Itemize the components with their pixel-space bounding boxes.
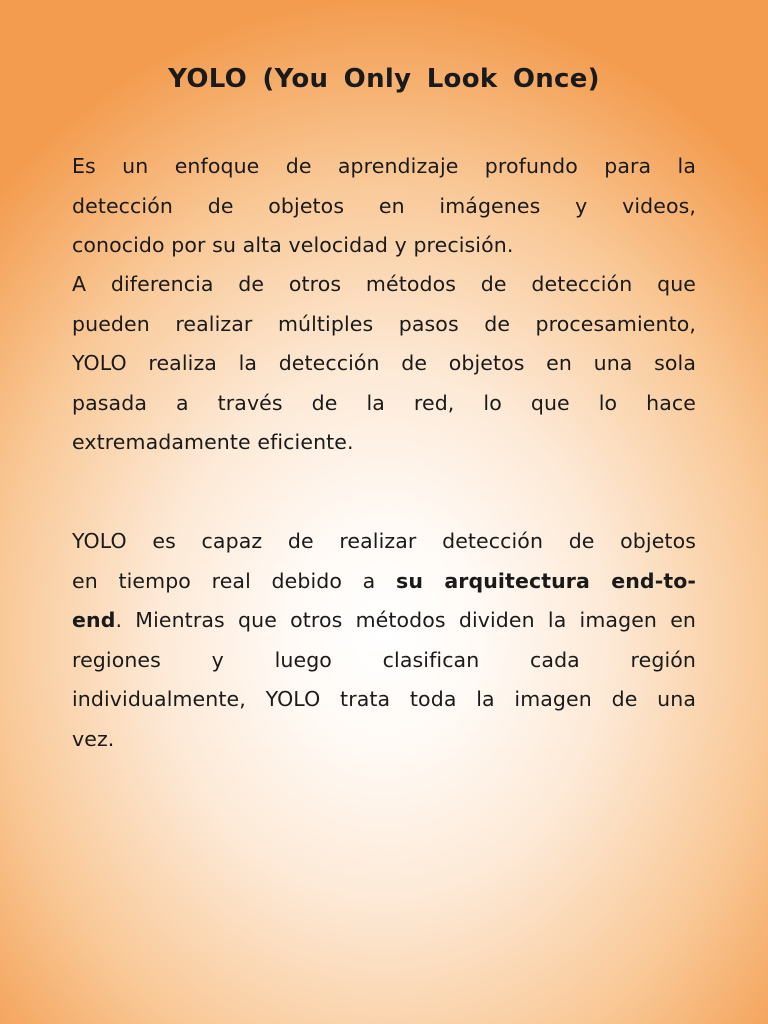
paragraph-line: YOLO es capaz de realizar detección de objetos [72, 529, 696, 553]
paragraph-line: regiones y luego clasifican cada región [72, 647, 696, 672]
bold-phrase: end [72, 608, 116, 632]
paragraph-line: pasada a través de la red, lo que lo hace [72, 390, 696, 415]
paragraph-line: extremadamente eficiente. [72, 430, 354, 454]
bold-phrase: su arquitectura end-to- [396, 568, 697, 593]
paragraph-definition [72, 147, 696, 266]
paragraph-line: YOLO realiza la detección de objetos en una sola [72, 351, 696, 375]
line-text: en tiempo real debido a [72, 568, 376, 593]
paragraph-line [72, 601, 696, 641]
paragraph-realtime [72, 522, 696, 759]
paragraph-line: vez. [72, 726, 115, 751]
paragraph-line: conocido por su alta velocidad y precisión. [72, 233, 514, 257]
paragraph-line: A diferencia de otros métodos de detección que [72, 272, 696, 296]
paragraph-line: pueden realizar múltiples pasos de procesamiento, [72, 311, 696, 336]
paragraph-line: individualmente, YOLO trata toda la imagen de una [72, 687, 696, 711]
paragraph-comparison [72, 265, 696, 463]
line-text: . Mientras que otros métodos dividen la imagen en [115, 608, 696, 632]
document-title: YOLO (You Only Look Once) [168, 64, 600, 94]
paragraph-line: Es un enfoque de aprendizaje profundo para la [72, 154, 696, 178]
paragraph-line: detección de objetos en imágenes y videos, [72, 193, 696, 218]
paragraph-line [72, 562, 696, 602]
